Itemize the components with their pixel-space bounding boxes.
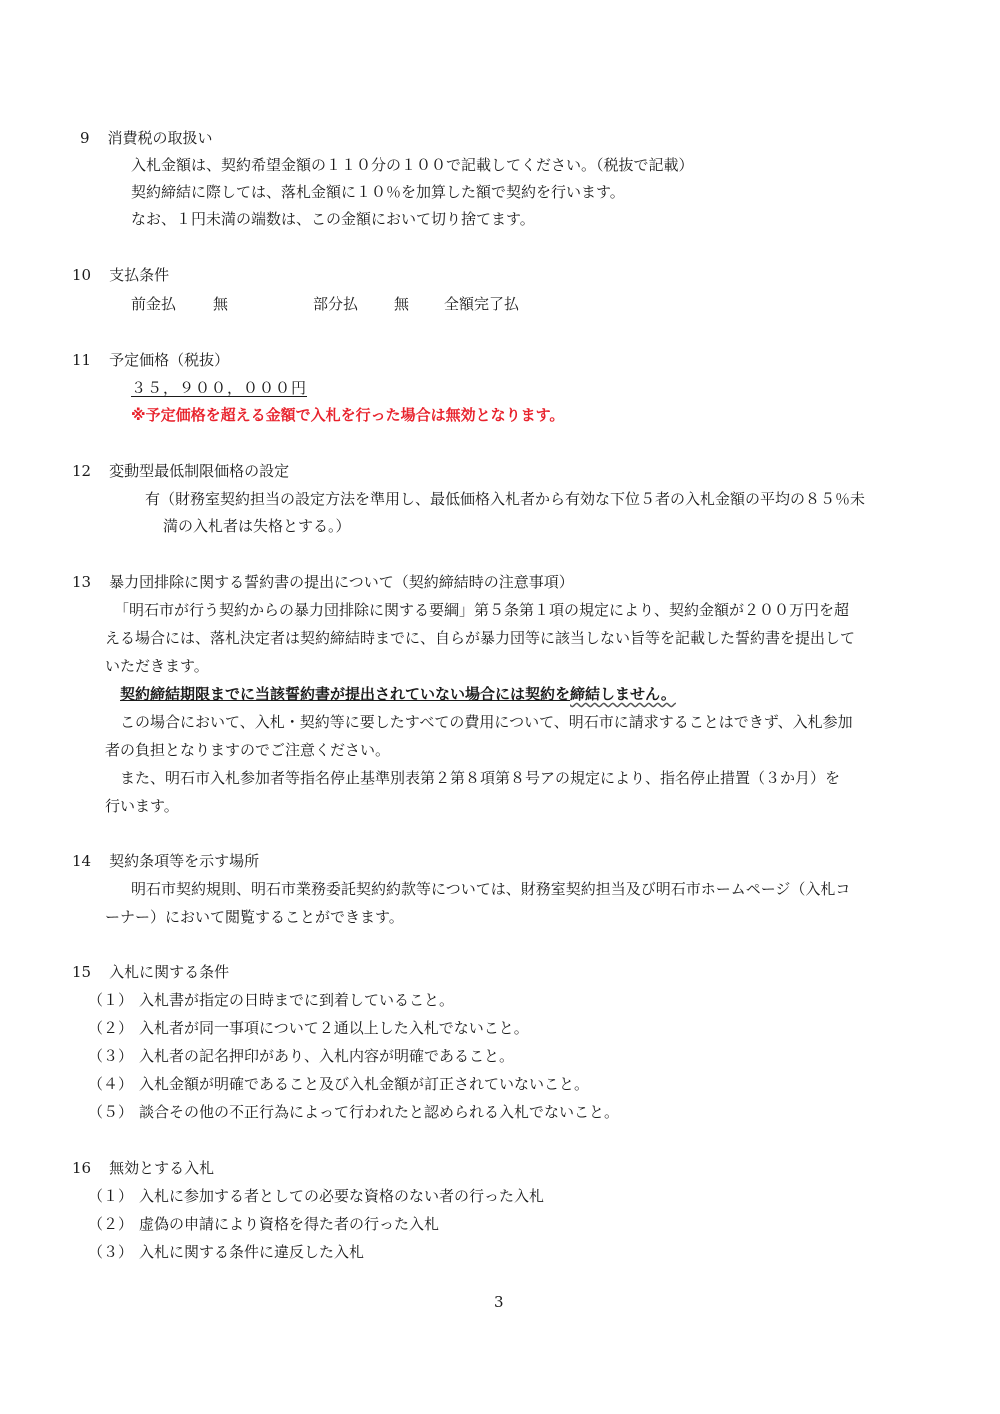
bid-condition-item [88,1046,514,1066]
section-title: 消費税の取扱い [107,129,213,147]
pledge-p1-line-2: える場合には、落札決定者は契約締結時までに、自らが暴力団等に該当しない旨等を記載した誓約書を提出して [105,629,856,647]
section-15-heading [72,962,229,982]
bid-condition-item [88,1074,589,1094]
section-number: 10 [72,266,92,284]
section-title: 予定価格（税抜） [109,351,230,369]
terms-line-2: ーナー）において閲覧することができます。 [105,908,404,926]
pledge-p2-line-2: 者の負担となりますのでご注意ください。 [105,741,391,759]
invalid-bid-item [88,1214,439,1234]
section-number: 14 [72,852,92,870]
section-title: 支払条件 [109,266,170,284]
section-number: 11 [72,351,92,369]
payment-partial-value: 無 [394,295,410,313]
item-text: 入札者が同一事項について２通以上した入札でないこと。 [139,1019,529,1037]
item-text: 談合その他の不正行為によって行われたと認められる入札でないこと。 [139,1103,620,1121]
item-marker: （３） [88,1047,134,1065]
section-14-heading [72,851,259,871]
section-title: 変動型最低制限価格の設定 [109,462,290,480]
payment-full-label: 全額完了払 [444,295,520,313]
bid-condition-item [88,990,454,1010]
pledge-p3-line-2: 行います。 [105,797,179,815]
pledge-p2-line-1: この場合において、入札・契約等に要したすべての費用について、明石市に請求することはできず、入札参加 [120,713,853,731]
item-text: 入札書が指定の日時までに到着していること。 [139,991,455,1009]
payment-advance-label: 前金払 [131,295,177,313]
item-text: 入札に関する条件に違反した入札 [139,1243,365,1261]
pledge-notice-part-b: 契約を [525,685,571,703]
invalid-bid-item [88,1186,544,1206]
terms-line-1: 明石市契約規則、明石市業務委託契約約款等については、財務室契約担当及び明石市ホームページ（入札コ [131,880,851,898]
section-9-heading [80,128,213,148]
section-number: 12 [72,462,92,480]
section-title: 入札に関する条件 [109,963,230,981]
pledge-p3-line-1: また、明石市入札参加者等指名停止基準別表第２第８項第８号アの規定により、指名停止措置（３か月）を [120,769,841,787]
min-price-line-2: 満の入札者は失格とする。） [163,517,351,535]
section-12-heading [72,461,289,481]
tax-line-3: なお、１円未満の端数は、この金額において切り捨てます。 [131,210,535,228]
pledge-p1-line-1: 「明石市が行う契約からの暴力団排除に関する要綱」第５条第１項の規定により、契約金額が２００万円を超 [114,601,850,619]
payment-advance-value: 無 [213,295,229,313]
section-10-heading [72,265,169,285]
section-number: 16 [72,1159,92,1177]
section-number: 13 [72,573,92,591]
section-16-heading [72,1158,214,1178]
tax-line-1: 入札金額は、契約希望金額の１１０分の１００で記載してください。（税抜で記載） [131,156,694,174]
item-marker: （１） [88,991,134,1009]
item-text: 入札に参加する者としての必要な資格のない者の行った入札 [139,1187,545,1205]
pledge-p1-line-3: いただきます。 [105,657,209,675]
section-title: 暴力団排除に関する誓約書の提出について（契約締結時の注意事項） [109,573,574,591]
item-marker: （２） [88,1019,134,1037]
item-text: 虚偽の申請により資格を得た者の行った入札 [139,1215,440,1233]
item-marker: （４） [88,1075,134,1093]
item-text: 入札者の記名押印があり、入札内容が明確であること。 [139,1047,515,1065]
bid-condition-item [88,1018,529,1038]
pledge-notice-part-a: 契約締結期限までに当該誓約書が提出されていない場合には [120,685,526,703]
section-13-heading [72,572,574,592]
section-number: 15 [72,963,92,981]
item-marker: （３） [88,1243,134,1261]
invalid-bid-item [88,1242,364,1262]
estimated-price: ３５，９００，０００円 [131,379,308,397]
payment-partial-label: 部分払 [313,295,359,313]
item-text: 入札金額が明確であること及び入札金額が訂正されていないこと。 [139,1075,590,1093]
item-marker: （１） [88,1187,134,1205]
bid-condition-item [88,1102,619,1122]
tax-line-2: 契約締結に際しては、落札金額に１０％を加算した額で契約を行います。 [131,183,625,201]
pledge-deadline-notice [120,684,676,704]
section-number: 9 [80,129,90,147]
item-marker: （２） [88,1215,134,1233]
min-price-line-1: 有（財務室契約担当の設定方法を準用し、最低価格入札者から有効な下位５者の入札金額の平均の８５％未 [145,490,866,508]
section-title: 契約条項等を示す場所 [109,852,260,870]
pledge-notice-part-c: 締結しません。 [570,685,676,703]
section-title: 無効とする入札 [109,1159,215,1177]
page-number: 3 [494,1293,504,1311]
item-marker: （５） [88,1103,134,1121]
price-warning: ※予定価格を超える金額で入札を行った場合は無効となります。 [131,406,565,424]
section-11-heading [72,350,229,370]
